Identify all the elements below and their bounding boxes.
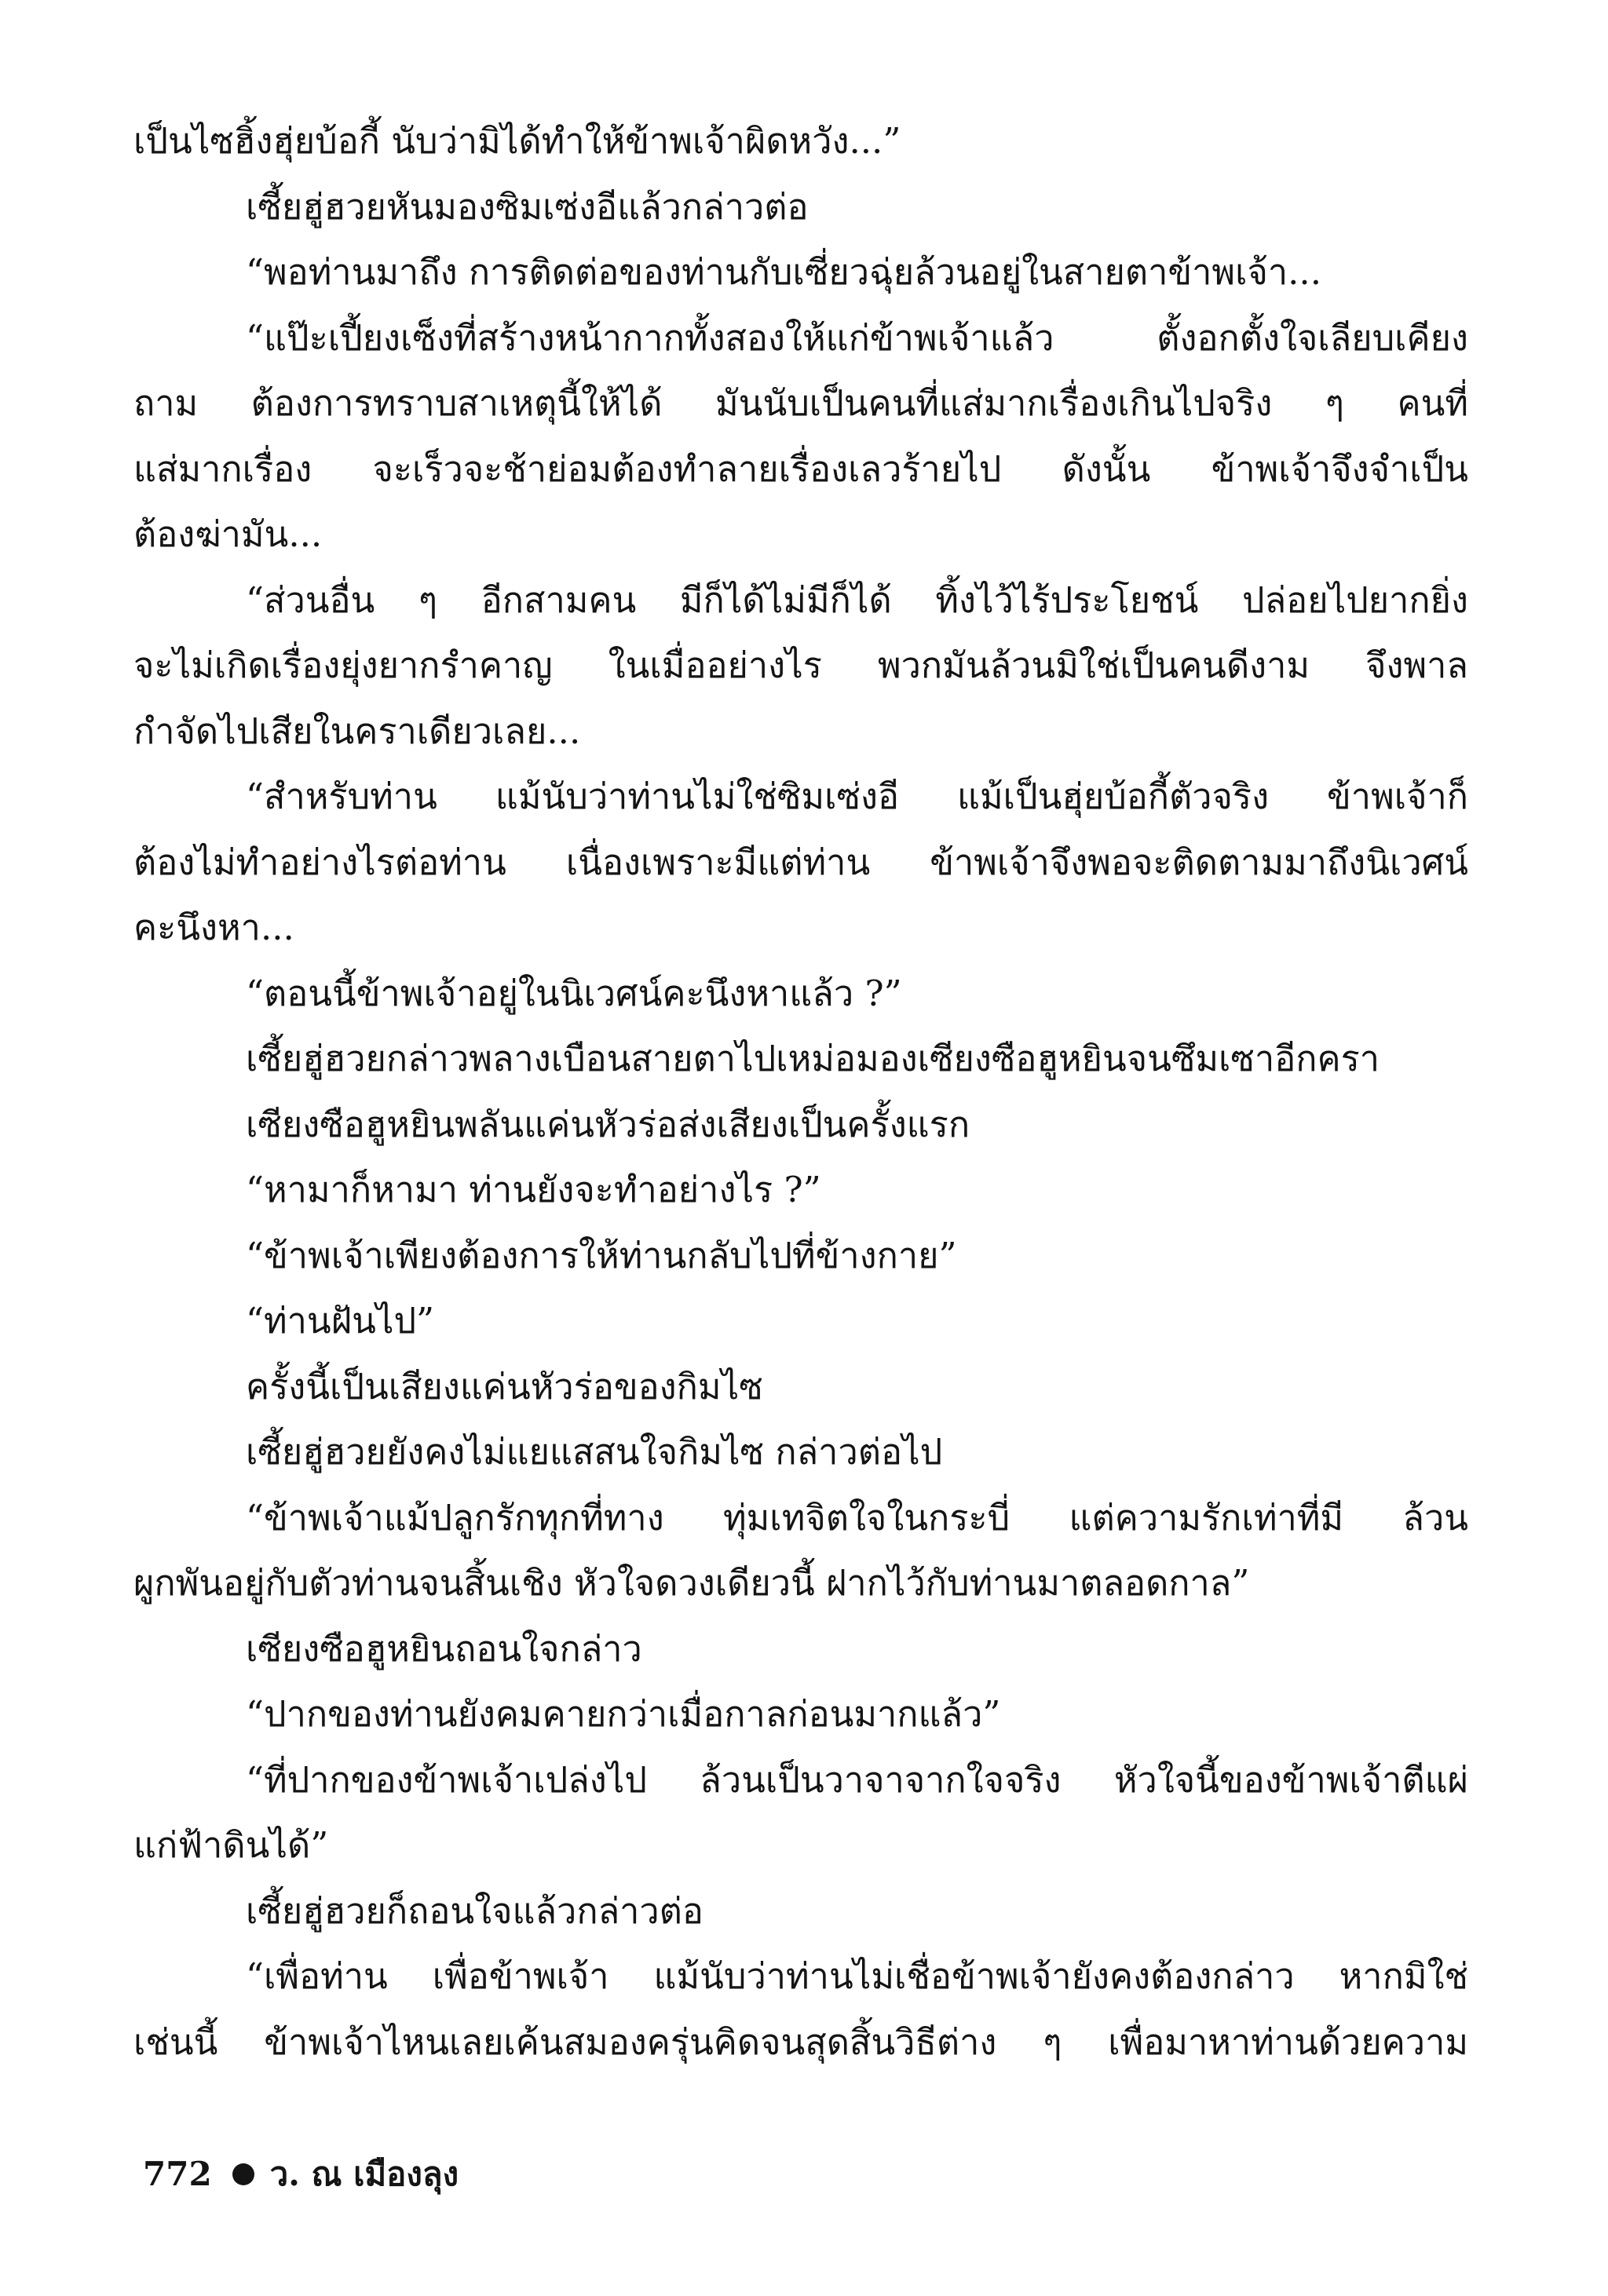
text-line: “สำหรับท่าน แม้นับว่าท่านไม่ใช่ซิมเซ่งอี แม้เป็นฮุ่ยบ้อกี้ตัวจริง ข้าพเจ้าก็ bbox=[246, 776, 1468, 817]
text-line: “ตอนนี้ข้าพเจ้าอยู่ในนิเวศน์คะนึงหาแล้ว ?” bbox=[246, 972, 902, 1014]
text-line: ผูกพันอยู่กับตัวท่านจนสิ้นเชิง หัวใจดวงเดียวนี้ ฝากไว้กับท่านมาตลอดกาล” bbox=[133, 1562, 1250, 1604]
text-line: เซี้ยฮู่ฮวยยังคงไม่แยแสสนใจกิมไซ กล่าวต่อไป bbox=[246, 1431, 943, 1473]
text-line: “ที่ปากของข้าพเจ้าเปล่งไป ล้วนเป็นวาจาจากใจจริง หัวใจนี้ของข้าพเจ้าตีแผ่ bbox=[246, 1758, 1468, 1801]
text-line: คะนึงหา... bbox=[133, 907, 294, 948]
author-name: ว. ณ เมืองลุง bbox=[269, 2155, 459, 2193]
text-line: เป็นไซฮิ้งฮุ่ยบ้อกี้ นับว่ามิได้ทำให้ข้าพเจ้าผิดหวัง...” bbox=[133, 120, 901, 162]
text-line: เซี้ยฮู่ฮวยก็ถอนใจแล้วกล่าวต่อ bbox=[246, 1889, 704, 1932]
text-line: “พอท่านมาถึง การติดต่อของท่านกับเซี่ยวฉุ่ยล้วนอยู่ในสายตาข้าพเจ้า... bbox=[246, 251, 1322, 293]
text-line: ต้องฆ่ามัน... bbox=[133, 513, 323, 555]
text-line: กำจัดไปเสียในคราเดียวเลย... bbox=[133, 710, 581, 752]
body-text bbox=[133, 108, 1468, 2075]
page-number: 772 bbox=[143, 2155, 212, 2193]
text-line: “เพื่อท่าน เพื่อข้าพเจ้า แม้นับว่าท่านไม่เชื่อข้าพเจ้ายังคงต้องกล่าว หากมิใช่ bbox=[246, 1955, 1468, 1997]
text-line: ต้องไม่ทำอย่างไรต่อท่าน เนื่องเพราะมีแต่ท่าน ข้าพเจ้าจึงพอจะติดตามมาถึงนิเวศน์ bbox=[133, 841, 1468, 883]
text-line: แส่มากเรื่อง จะเร็วจะช้าย่อมต้องทำลายเรื่องเลวร้ายไป ดังนั้น ข้าพเจ้าจึงจำเป็น bbox=[133, 447, 1468, 490]
text-line: เซี้ยฮู่ฮวยกล่าวพลางเบือนสายตาไปเหม่อมองเซียงซือฮูหยินจนซึมเซาอีกครา bbox=[246, 1038, 1380, 1079]
text-line: แก่ฟ้าดินได้” bbox=[133, 1824, 329, 1866]
text-line: เช่นนี้ ข้าพเจ้าไหนเลยเค้นสมองครุ่นคิดจนสุดสิ้นวิธีต่าง ๆ เพื่อมาหาท่านด้วยความ bbox=[133, 2020, 1468, 2063]
text-line: “ข้าพเจ้าเพียงต้องการให้ท่านกลับไปที่ข้างกาย” bbox=[246, 1234, 957, 1276]
text-line: เซียงซือฮูหยินพลันแค่นหัวร่อส่งเสียงเป็นครั้งแรก bbox=[246, 1103, 970, 1145]
text-line: “ท่านฝันไป” bbox=[246, 1300, 435, 1341]
page-footer bbox=[143, 2151, 459, 2198]
text-line: “ปากของท่านยังคมคายกว่าเมื่อกาลก่อนมากแล้ว” bbox=[246, 1693, 1001, 1735]
text-line: จะไม่เกิดเรื่องยุ่งยากรำคาญ ในเมื่ออย่างไร พวกมันล้วนมิใช่เป็นคนดีงาม จึงพาล bbox=[133, 644, 1468, 686]
text-line: “หามาก็หามา ท่านยังจะทำอย่างไร ?” bbox=[246, 1169, 821, 1210]
text-line: ถาม ต้องการทราบสาเหตุนี้ให้ได้ มันนับเป็นคนที่แส่มากเรื่องเกินไปจริง ๆ คนที่ bbox=[133, 382, 1468, 424]
text-line: เซี้ยฮู่ฮวยหันมองซิมเซ่งอีแล้วกล่าวต่อ bbox=[246, 185, 809, 228]
text-line: เซียงซือฮูหยินถอนใจกล่าว bbox=[246, 1627, 642, 1670]
bullet-icon bbox=[232, 2163, 254, 2185]
text-line: ครั้งนี้เป็นเสียงแค่นหัวร่อของกิมไซ bbox=[246, 1365, 763, 1407]
text-line: “ส่วนอื่น ๆ อีกสามคน มีก็ได้ไม่มีก็ได้ ทิ้งไว้ไร้ประโยชน์ ปล่อยไปยากยิ่ง bbox=[246, 579, 1468, 621]
text-line: “ข้าพเจ้าแม้ปลูกรักทุกที่ทาง ทุ่มเทจิตใจในกระบี่ แต่ความรักเท่าที่มี ล้วน bbox=[246, 1496, 1468, 1539]
text-line: “แป๊ะเปี้ยงเซ็งที่สร้างหน้ากากทั้งสองให้แก่ข้าพเจ้าแล้ว ตั้งอกตั้งใจเลียบเคียง bbox=[246, 316, 1468, 359]
